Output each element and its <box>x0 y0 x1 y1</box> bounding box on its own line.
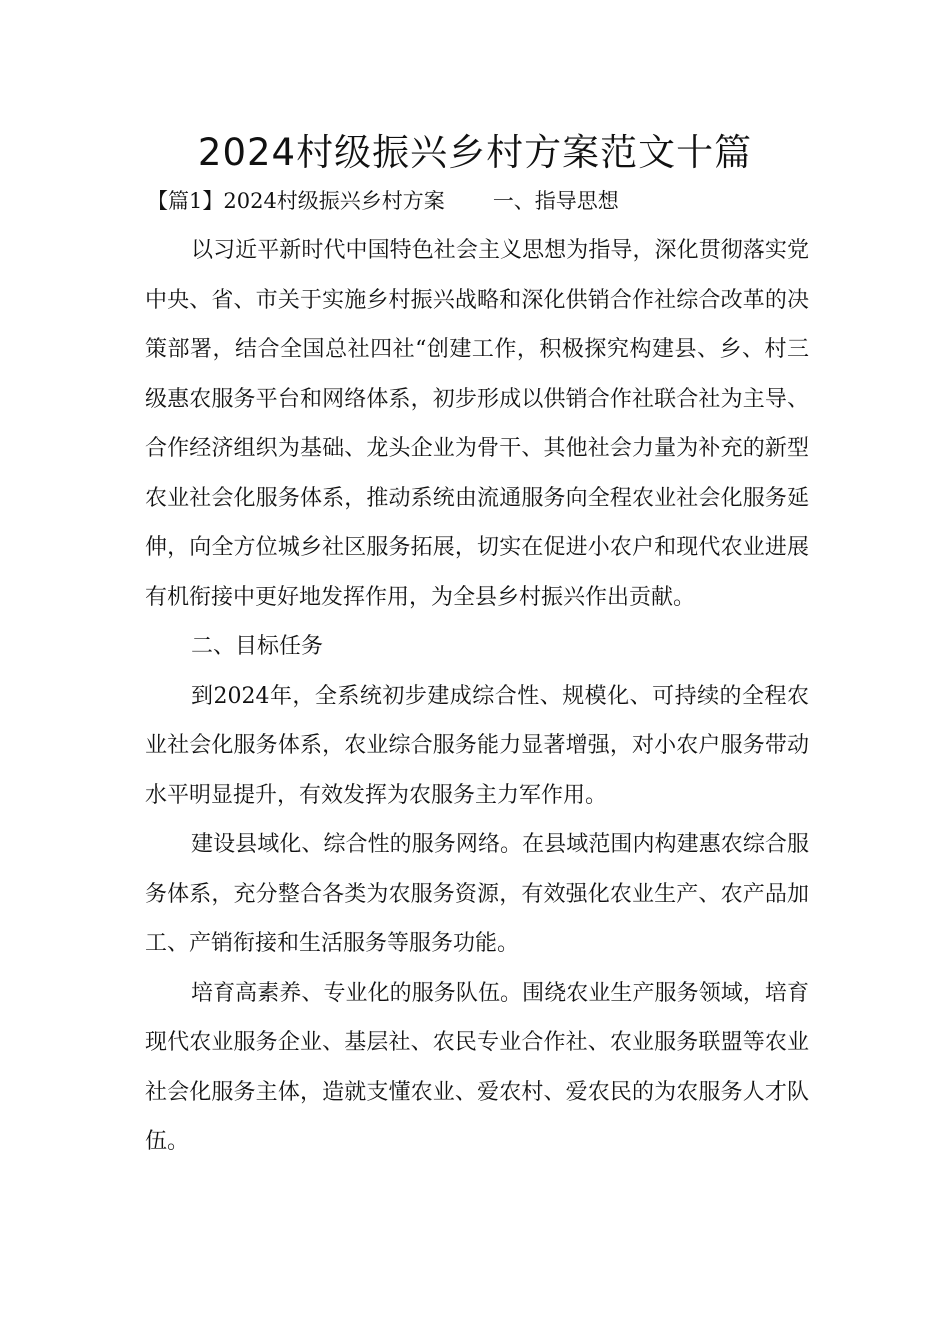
paragraph-service-team: 培育高素养、专业化的服务队伍。围绕农业生产服务领域，培育现代农业服务企业、基层社、农民专业合作社、农业服务联盟等农业社会化服务主体，造就支懂农业、爱农村、爱农民的为农服务人才队伍。 <box>145 980 809 1154</box>
document-body <box>145 226 809 1167</box>
paragraph-goals-2024: 到2024年，全系统初步建成综合性、规模化、可持续的全程农业社会化服务体系，农业综合服务能力显著增强，对小农户服务带动水平明显提升，有效发挥为农服务主力军作用。 <box>145 683 809 808</box>
paragraph-guiding-ideology: 以习近平新时代中国特色社会主义思想为指导，深化贯彻落实党中央、省、市关于实施乡村振兴战略和深化供销合作社综合改革的决策部署，结合全国总社四社“创建工作，积极探究构建县、乡、村三级惠农服务平台和网络体系，初步形成以供销合作社联合社为主导、合作经济组织为基础、龙头企业为骨干、其他社会力量为补充的新型农业社会化服务体系，推动系统由流通服务向全程农业社会化服务延伸，向全方位城乡社区服务拓展，切实在促进小农户和现代农业进展有机衔接中更好地发挥作用，为全县乡村振兴作出贡献。 <box>145 238 809 610</box>
document-title: 2024村级振兴乡村方案范文十篇 <box>197 131 753 174</box>
paragraph-service-network: 建设县域化、综合性的服务网络。在县域范围内构建惠农综合服务体系，充分整合各类为农服务资源，有效强化农业生产、农产品加工、产销衔接和生活服务等服务功能。 <box>145 832 809 956</box>
article-tag: 【篇1】2024村级振兴乡村方案 <box>147 189 445 213</box>
article-subheading <box>147 186 619 216</box>
section-heading-goals: 二、目标任务 <box>191 634 324 659</box>
section-heading-guiding-ideology: 一、指导思想 <box>492 189 619 213</box>
